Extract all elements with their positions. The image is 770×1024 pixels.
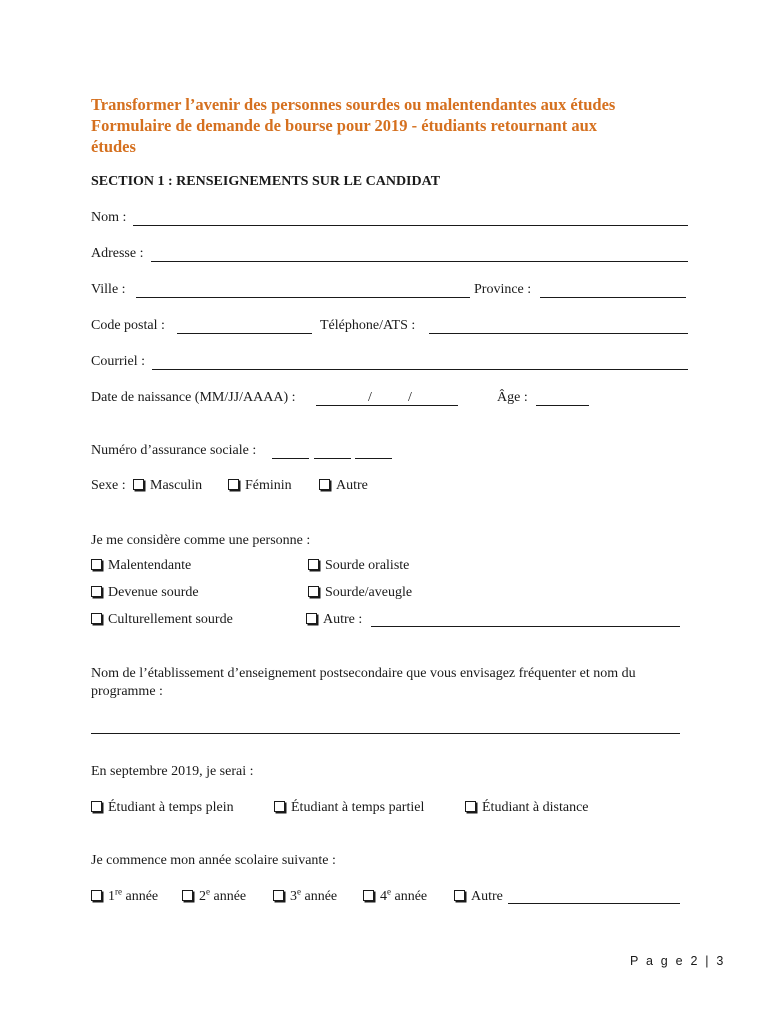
code-postal-label: Code postal :	[91, 318, 165, 333]
identity-option-malentendante[interactable]: Malentendante	[91, 557, 191, 575]
nas-field-2[interactable]	[314, 458, 351, 459]
checkbox-icon[interactable]	[228, 479, 239, 490]
nom-label: Nom :	[91, 210, 127, 225]
status-option-temps-partiel[interactable]: Étudiant à temps partiel	[274, 799, 424, 817]
checkbox-icon[interactable]	[91, 801, 102, 812]
checkbox-icon[interactable]	[306, 613, 317, 624]
checkbox-icon[interactable]	[274, 801, 285, 812]
checkbox-icon[interactable]	[273, 890, 284, 901]
nas-field-3[interactable]	[355, 458, 392, 459]
checkbox-icon[interactable]	[133, 479, 144, 490]
document-title	[91, 94, 691, 157]
year-option-2[interactable]: 2e année	[182, 888, 246, 906]
checkbox-icon[interactable]	[465, 801, 476, 812]
institution-prompt-line-2: programme :	[91, 684, 163, 699]
identity-option-devenue-sourde[interactable]: Devenue sourde	[91, 584, 199, 602]
checkbox-icon[interactable]	[363, 890, 374, 901]
checkbox-icon[interactable]	[182, 890, 193, 901]
identity-option-sourde-aveugle[interactable]: Sourde/aveugle	[308, 584, 412, 602]
checkbox-icon[interactable]	[91, 559, 102, 570]
title-line-2: Formulaire de demande de bourse pour 2019 - étudiants retournant aux	[91, 116, 598, 135]
date-slash-1: /	[368, 390, 372, 405]
page-number: P a g e 2 | 3	[630, 954, 726, 968]
nas-label: Numéro d’assurance sociale :	[91, 443, 257, 458]
section-heading: SECTION 1 : RENSEIGNEMENTS SUR LE CANDIDAT	[91, 174, 441, 189]
year-option-3[interactable]: 3e année	[273, 888, 337, 906]
institution-prompt-line-1: Nom de l’établissement d’enseignement postsecondaire que vous envisagez fréquenter et nom du	[91, 666, 636, 681]
identity-option-culturellement-sourde[interactable]: Culturellement sourde	[91, 611, 233, 629]
date-naissance-field[interactable]	[316, 405, 458, 406]
checkbox-icon[interactable]	[454, 890, 465, 901]
telephone-field[interactable]	[429, 333, 688, 334]
sexe-label: Sexe :	[91, 478, 126, 493]
institution-field[interactable]	[91, 733, 680, 734]
courriel-field[interactable]	[152, 369, 688, 370]
age-label: Âge :	[497, 390, 528, 405]
status-option-distance[interactable]: Étudiant à distance	[465, 799, 589, 817]
adresse-label: Adresse :	[91, 246, 144, 261]
ville-field[interactable]	[136, 297, 470, 298]
province-label: Province :	[474, 282, 532, 297]
sexe-option-masculin[interactable]: Masculin	[133, 477, 202, 495]
year-option-autre[interactable]: Autre	[454, 888, 503, 906]
title-line-1: Transformer l’avenir des personnes sourdes ou malentendantes aux études	[91, 95, 616, 114]
title-line-3: études	[91, 137, 136, 156]
date-naissance-label: Date de naissance (MM/JJ/AAAA) :	[91, 390, 296, 405]
checkbox-icon[interactable]	[91, 890, 102, 901]
status-option-temps-plein[interactable]: Étudiant à temps plein	[91, 799, 234, 817]
telephone-label: Téléphone/ATS :	[320, 318, 416, 333]
identity-autre-field[interactable]	[371, 626, 680, 627]
identity-prompt: Je me considère comme une personne :	[91, 533, 311, 548]
sexe-option-feminin[interactable]: Féminin	[228, 477, 292, 495]
nas-field-1[interactable]	[272, 458, 309, 459]
checkbox-icon[interactable]	[308, 559, 319, 570]
year-option-1[interactable]: 1re année	[91, 888, 158, 906]
status-prompt: En septembre 2019, je serai :	[91, 764, 254, 779]
adresse-field[interactable]	[151, 261, 688, 262]
year-prompt: Je commence mon année scolaire suivante :	[91, 853, 336, 868]
checkbox-icon[interactable]	[91, 613, 102, 624]
checkbox-icon[interactable]	[319, 479, 330, 490]
age-field[interactable]	[536, 405, 589, 406]
identity-option-sourde-oraliste[interactable]: Sourde oraliste	[308, 557, 409, 575]
year-option-4[interactable]: 4e année	[363, 888, 427, 906]
province-field[interactable]	[540, 297, 686, 298]
code-postal-field[interactable]	[177, 333, 312, 334]
checkbox-icon[interactable]	[91, 586, 102, 597]
year-autre-field[interactable]	[508, 903, 680, 904]
checkbox-icon[interactable]	[308, 586, 319, 597]
sexe-option-autre[interactable]: Autre	[319, 477, 368, 495]
identity-option-autre[interactable]: Autre :	[306, 611, 362, 629]
ville-label: Ville :	[91, 282, 126, 297]
nom-field[interactable]	[133, 225, 688, 226]
date-slash-2: /	[408, 390, 412, 405]
courriel-label: Courriel :	[91, 354, 146, 369]
